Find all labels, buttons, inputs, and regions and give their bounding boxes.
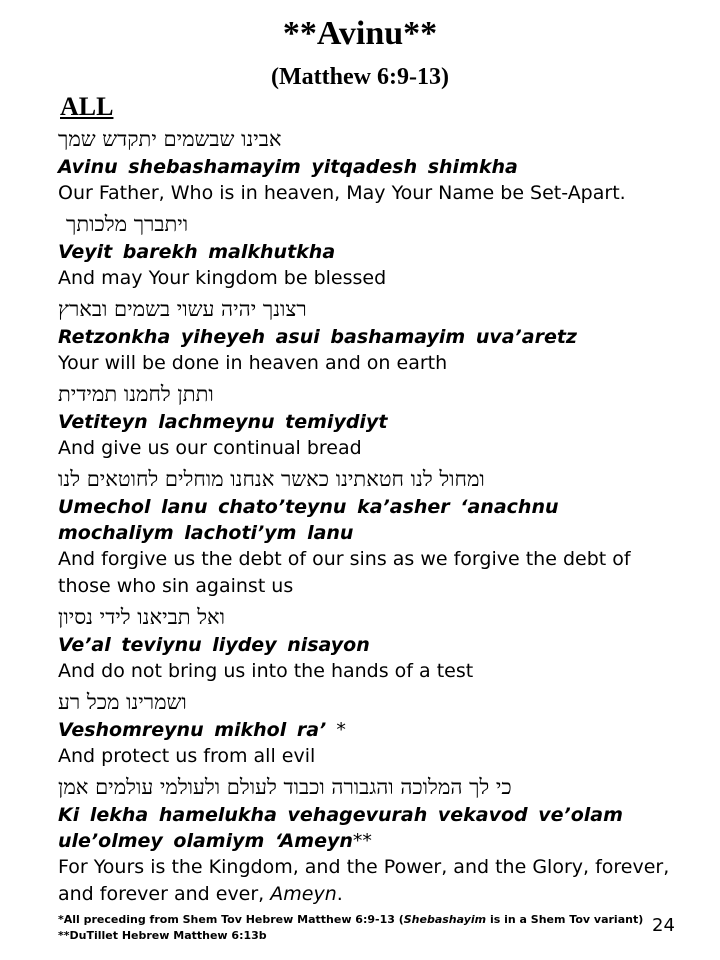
english-line: And forgive us the debt of our sins as we forgive the debt of those who sin against us	[58, 548, 631, 597]
english-line: And protect us from all evil	[58, 745, 316, 767]
footnote-1-italic: Shebashayim	[403, 913, 487, 926]
hebrew-line: ואל תביאנו לידי נסיון	[58, 605, 226, 629]
english-line: And give us our continual bread	[58, 437, 362, 459]
footnote-2: **DuTillet Hebrew Matthew 6:13b	[58, 929, 267, 942]
transliteration-line: Avinu shebashamayim yitqadesh shimkha	[58, 156, 518, 178]
hebrew-line: ומחול לנו חטאתינו כאשר אנחנו מוחלים לחוטאים לנו	[58, 467, 485, 491]
hebrew-line: כי לך המלוכה והגבורה וכבוד לעולם ולעולמי עולמים אמן	[58, 775, 512, 799]
prayer-body	[58, 124, 678, 910]
transliteration-line	[58, 717, 678, 743]
english-text: For Yours is the Kingdom, and the Power, and the Glory, forever, and forever and ever,	[58, 856, 670, 905]
english-italic-word: Ameyn	[270, 883, 337, 905]
transliteration-line: Ve’al teviynu liydey nisayon	[58, 634, 370, 656]
footnote-marker: *	[326, 719, 346, 741]
english-line: Your will be done in heaven and on earth	[58, 352, 448, 374]
transliteration-line: Umechol lanu chato’teynu ka’asher ‘anachnu mochaliym lachoti’ym lanu	[58, 496, 559, 544]
page-subtitle: (Matthew 6:9-13)	[271, 64, 449, 90]
transliteration-text: Ki lekha hamelukha vehagevurah vekavod ve’olam ule’olmey olamiym ‘Ameyn	[58, 804, 623, 852]
english-line: Our Father, Who is in heaven, May Your Name be Set-Apart.	[58, 182, 626, 204]
transliteration-line: Vetiteyn lachmeynu temiydiyt	[58, 411, 388, 433]
page-title: **Avinu**	[282, 15, 438, 52]
footnotes	[58, 912, 658, 944]
transliteration-text: Veshomreynu mikhol ra’	[58, 719, 327, 741]
english-line: And may Your kingdom be blessed	[58, 267, 387, 289]
transliteration-line: Veyit barekh malkhutkha	[58, 241, 336, 263]
hebrew-line: אבינו שבשמים יתקדש שמך	[58, 127, 282, 151]
footnote-1	[58, 912, 658, 928]
footnote-1-end: is in a Shem Tov variant)	[486, 913, 644, 926]
hebrew-line: ושמרינו מכל רע	[58, 690, 187, 714]
section-label: ALL	[60, 92, 114, 121]
transliteration-line: Retzonkha yiheyeh asui bashamayim uva’aretz	[58, 326, 577, 348]
footnote-marker: **	[352, 830, 372, 852]
hebrew-line: ותתן לחמנו תמידית	[58, 382, 214, 406]
english-end: .	[336, 883, 343, 905]
english-line: And do not bring us into the hands of a test	[58, 660, 474, 682]
page-number: 24	[652, 915, 675, 936]
transliteration-line	[58, 802, 678, 854]
hebrew-line: ויתברך מלכותך	[66, 212, 189, 236]
footnote-1-text: *All preceding from Shem Tov Hebrew Matthew 6:9-13 (	[58, 913, 404, 926]
english-line	[58, 854, 678, 908]
hebrew-line: רצונך יהיה עשוי בשמים ובארץ	[58, 297, 307, 321]
